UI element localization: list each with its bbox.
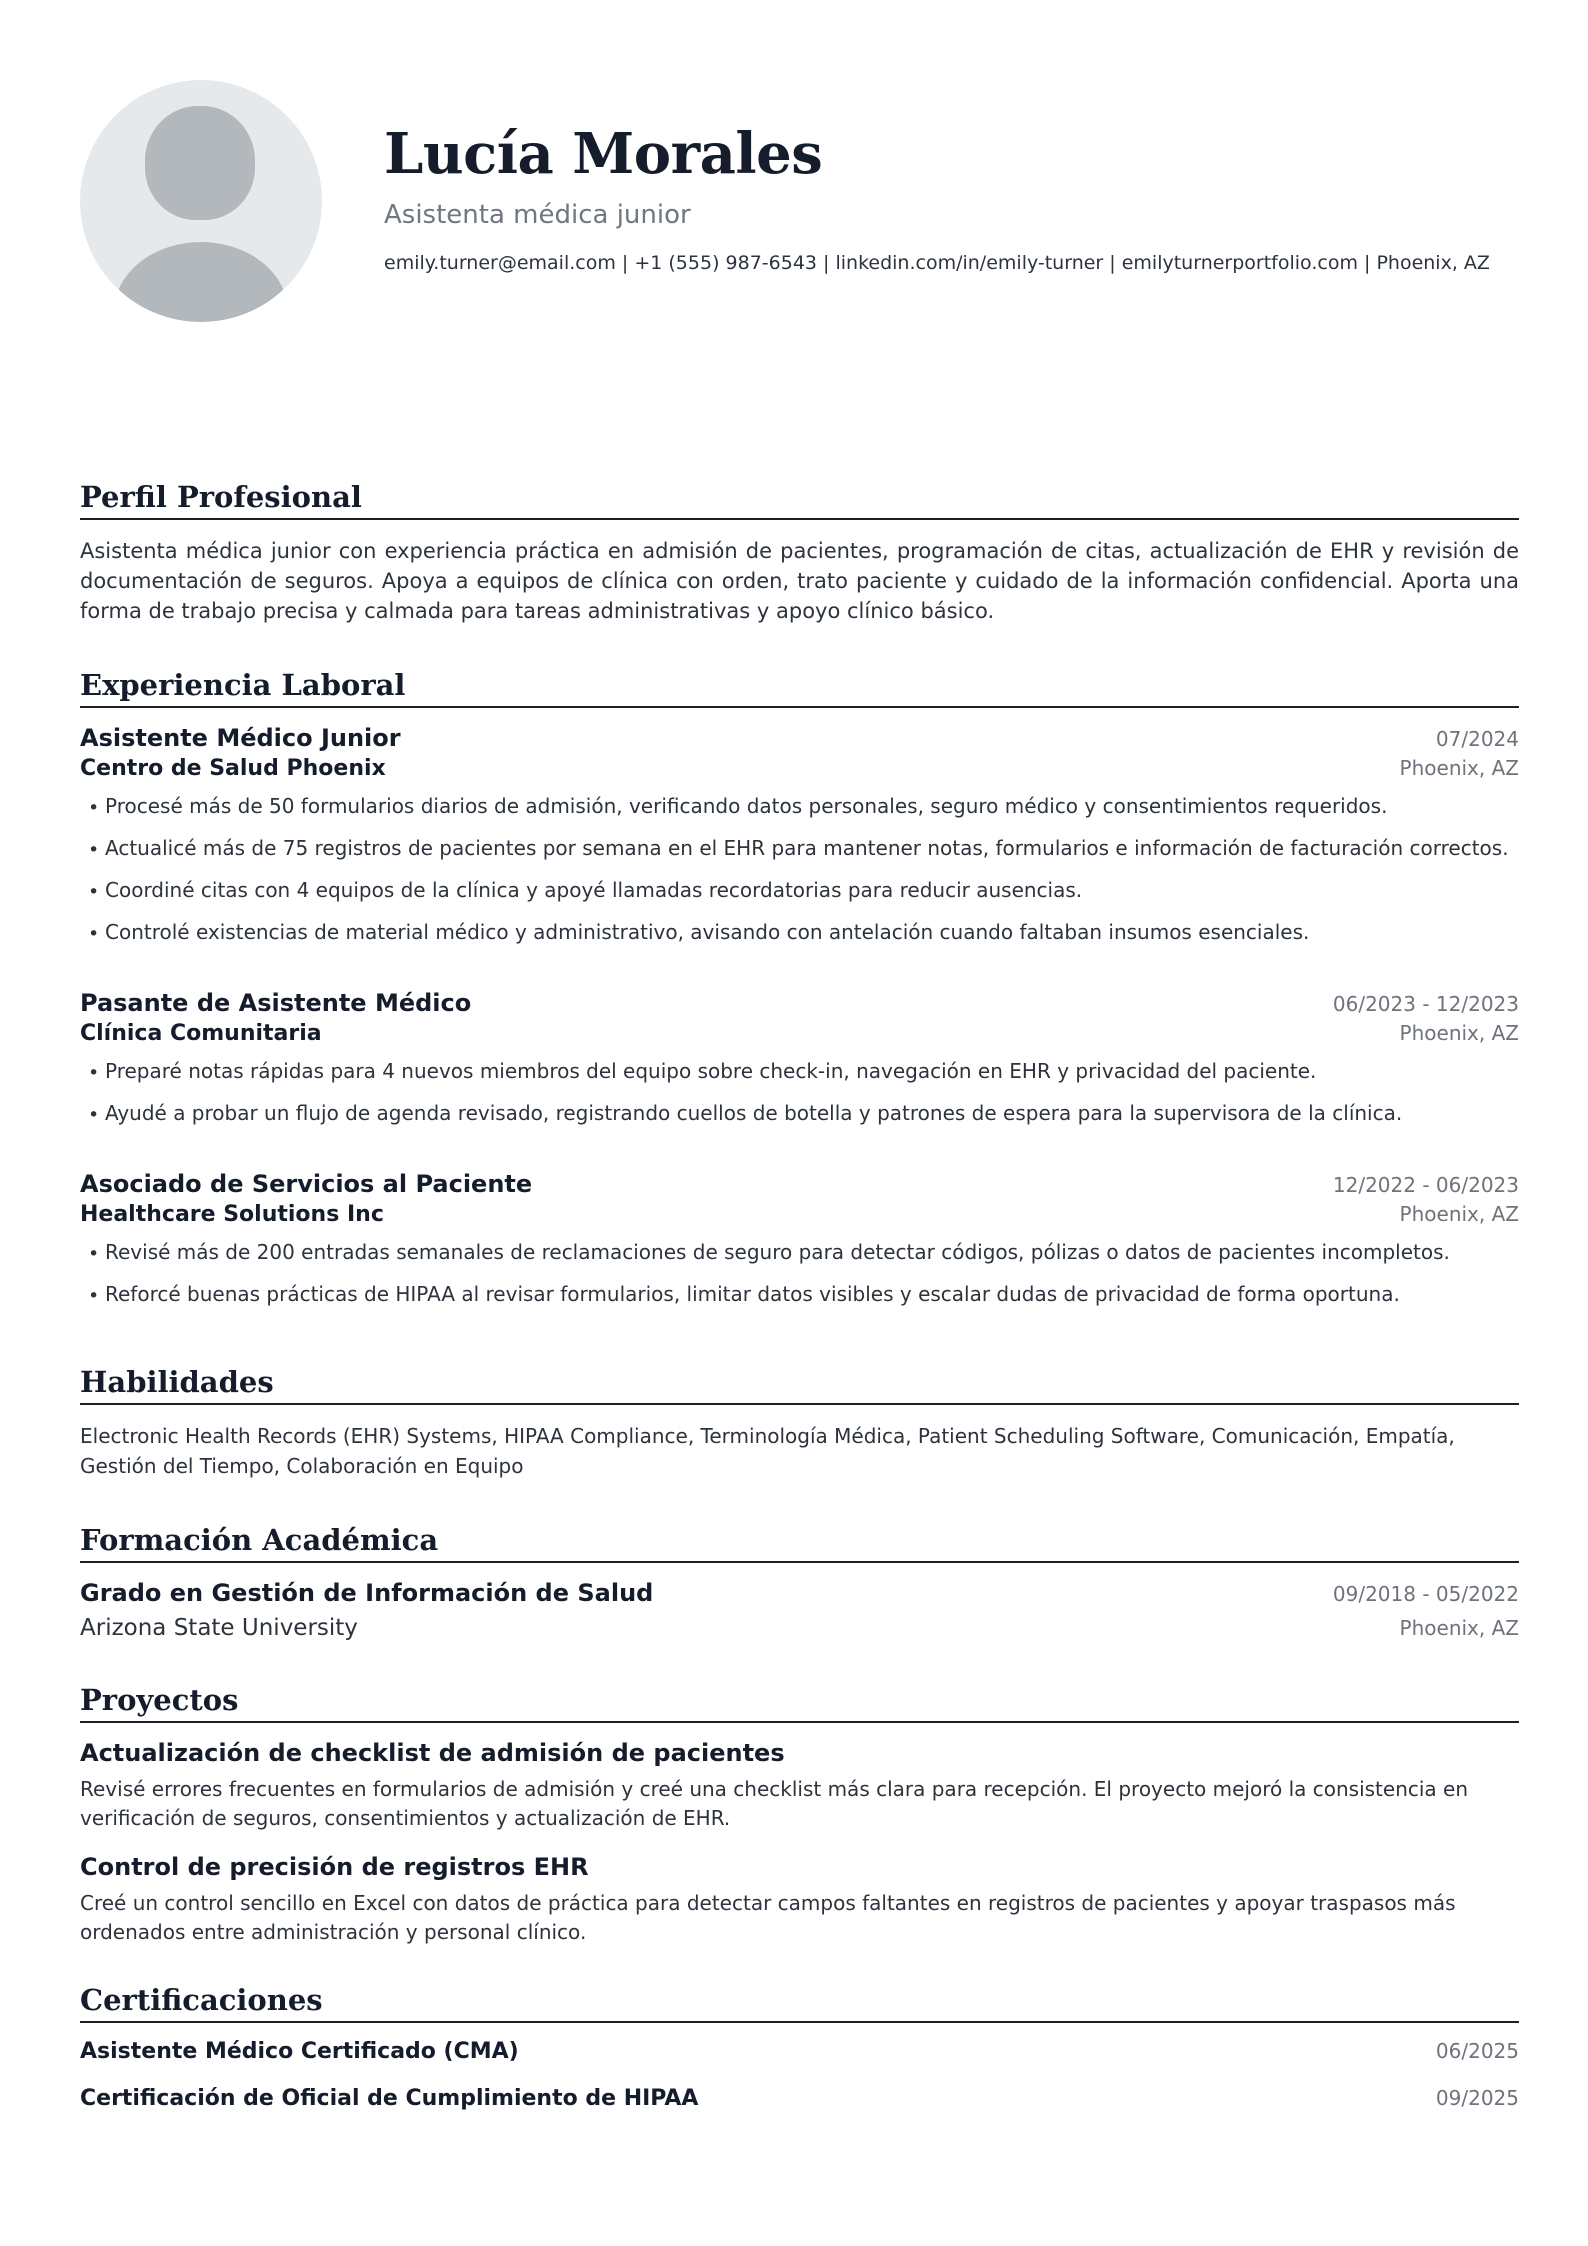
job-bullet: • Reforcé buenas prácticas de HIPAA al revisar formularios, limitar datos visibles y escalar dudas de privacidad de forma oportuna. [80,1273,1519,1315]
job-bullet: • Revisé más de 200 entradas semanales de reclamaciones de seguro para detectar códigos, pólizas o datos de pacientes incompletos. [80,1231,1519,1273]
job-location: Phoenix, AZ [1399,1021,1519,1045]
projects-section [80,1683,1519,1947]
certification-item [80,2086,1519,2111]
job-company: Healthcare Solutions Inc [80,1202,384,1227]
section-heading: Proyectos [80,1683,1519,1723]
resume-header [80,80,1519,334]
job-date: 06/2023 - 12/2023 [1332,992,1519,1016]
project-description: Revisé errores frecuentes en formularios de admisión y creé una checklist más clara para recepción. El proyecto mejoró la consistencia en verificación de seguros, consentimientos y actualización de EHR. [80,1777,1469,1830]
job-bullets [80,785,1519,953]
section-heading: Perfil Profesional [80,480,1519,520]
project-description: Creé un control sencillo en Excel con datos de práctica para detectar campos faltantes en registros de pacientes y apoyar traspasos más ordenados entre administración y personal clínico. [80,1891,1456,1944]
candidate-name: Lucía Morales [384,121,823,187]
skills-text: Electronic Health Records (EHR) Systems, HIPAA Compliance, Terminología Médica, Patient Scheduling Software, Comunicación, Empatía, Gestión del Tiempo, Colaboración en Equipo [80,1424,1455,1478]
job-company: Centro de Salud Phoenix [80,756,386,781]
section-heading: Certificaciones [80,1983,1519,2023]
certification-item [80,2039,1519,2064]
section-heading: Habilidades [80,1365,1519,1405]
job-role: Asistente Médico Junior [80,724,401,752]
project-item [80,1853,1519,1947]
certifications-section [80,1983,1519,2111]
education-date: 09/2018 - 05/2022 [1332,1582,1519,1606]
experience-section [80,668,1519,1315]
job-bullet: • Coordiné citas con 4 equipos de la clínica y apoyé llamadas recordatorias para reducir ausencias. [80,869,1519,911]
profile-section [80,480,1519,626]
skills-section [80,1365,1519,1481]
certification-date: 09/2025 [1435,2086,1519,2110]
project-title: Actualización de checklist de admisión de pacientes [80,1739,785,1767]
job-entry [80,724,1519,953]
job-bullet: • Controlé existencias de material médico y administrativo, avisando con antelación cuando faltaban insumos esenciales. [80,911,1519,953]
profile-text: Asistenta médica junior con experiencia práctica en admisión de pacientes, programación de citas, actualización de EHR y revisión de documentación de seguros. Apoya a equipos de clínica con orden, trato paciente y cuidado de la información confidencial. Aporta una forma de trabajo precisa y calmada para tareas administrativas y apoyo clínico básico. [80,539,1519,623]
avatar-head-shape [145,106,255,220]
certification-name: Certificación de Oficial de Cumplimiento de HIPAA [80,2086,699,2111]
contact-line: emily.turner@email.com | +1 (555) 987-6543 | linkedin.com/in/emily-turner | emilyturnerportfolio.com | Phoenix, AZ [384,252,1490,275]
project-item [80,1739,1519,1833]
project-title: Control de precisión de registros EHR [80,1853,589,1881]
job-bullet: • Actualicé más de 75 registros de pacientes por semana en el EHR para mantener notas, formularios e información de facturación correctos. [80,827,1519,869]
section-heading: Experiencia Laboral [80,668,1519,708]
avatar-body-shape [114,242,288,322]
header-text [384,80,1490,274]
degree-name: Grado en Gestión de Información de Salud [80,1579,654,1607]
school-name: Arizona State University [80,1615,358,1641]
job-bullet: • Ayudé a probar un flujo de agenda revisado, registrando cuellos de botella y patrones de espera para la supervisora de la clínica. [80,1092,1519,1134]
education-section [80,1523,1519,1641]
job-date: 12/2022 - 06/2023 [1332,1173,1519,1197]
avatar [80,80,322,322]
job-role: Asociado de Servicios al Paciente [80,1170,533,1198]
certification-date: 06/2025 [1435,2039,1519,2063]
job-bullets [80,1050,1519,1134]
job-bullet: • Preparé notas rápidas para 4 nuevos miembros del equipo sobre check-in, navegación en EHR y privacidad del paciente. [80,1050,1519,1092]
education-location: Phoenix, AZ [1399,1616,1519,1640]
candidate-title: Asistenta médica junior [384,200,691,231]
certification-name: Asistente Médico Certificado (CMA) [80,2039,519,2064]
job-location: Phoenix, AZ [1399,756,1519,780]
section-heading: Formación Académica [80,1523,1519,1563]
job-bullets [80,1231,1519,1315]
job-date: 07/2024 [1435,727,1519,751]
job-location: Phoenix, AZ [1399,1202,1519,1226]
job-entry [80,1170,1519,1315]
job-company: Clínica Comunitaria [80,1021,322,1046]
job-entry [80,989,1519,1134]
job-bullet: • Procesé más de 50 formularios diarios de admisión, verificando datos personales, seguro médico y consentimientos requeridos. [80,785,1519,827]
job-role: Pasante de Asistente Médico [80,989,472,1017]
